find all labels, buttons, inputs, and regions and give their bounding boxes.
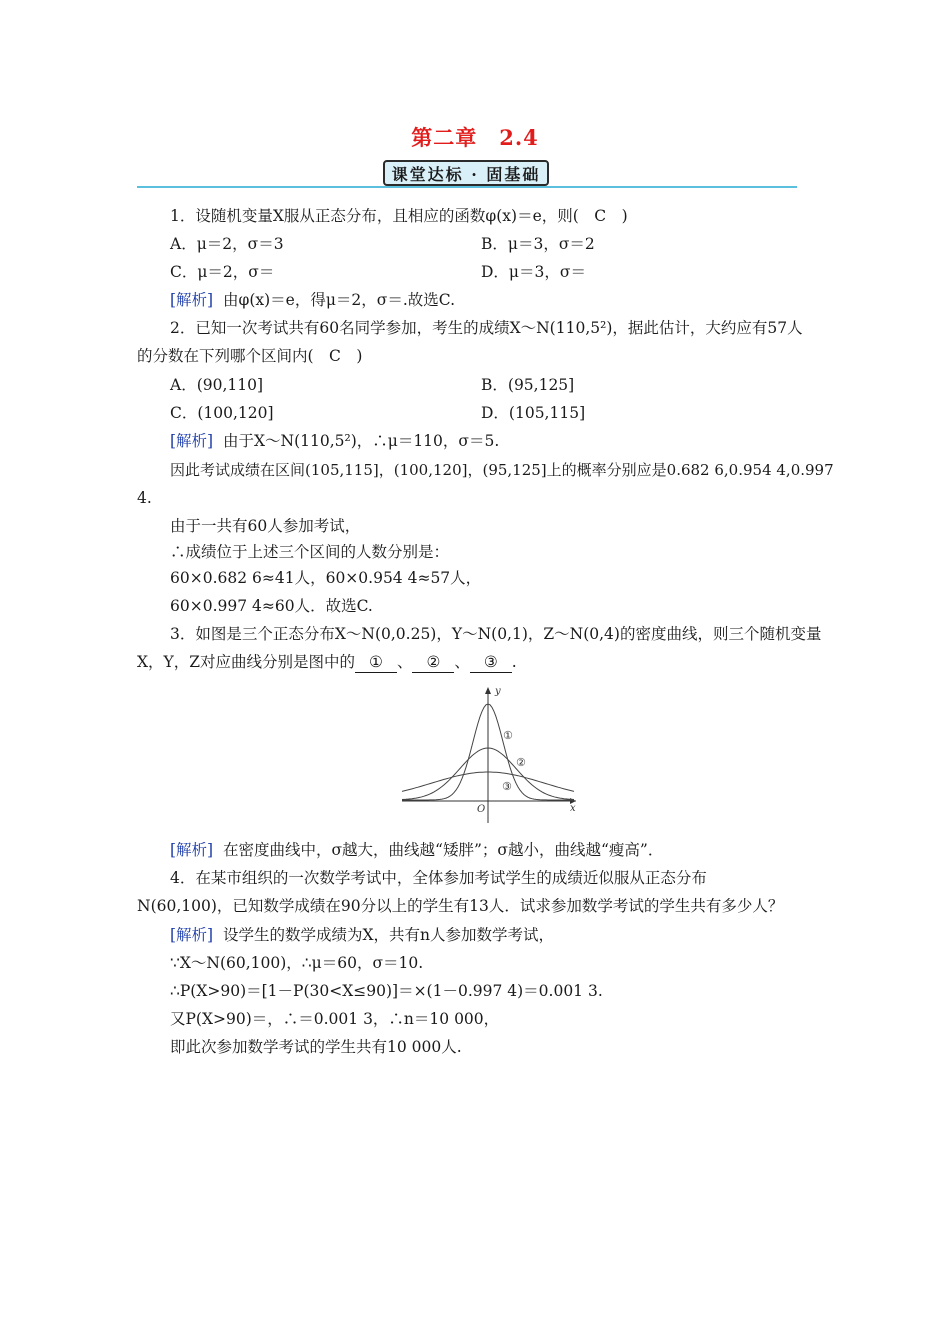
section-banner xyxy=(137,160,797,190)
y-axis-arrow xyxy=(485,687,491,694)
q2-analysis-line: 4. xyxy=(137,489,152,507)
curve-label-2: ② xyxy=(516,756,526,769)
banner-label: 课堂达标 · 固基础 xyxy=(383,160,549,186)
q3-separator: 、 xyxy=(454,653,470,671)
q4-analysis-line: 又P(X>90)＝，∴＝0.001 3，∴n＝10 000， xyxy=(170,1010,500,1028)
q3-analysis-text: 在密度曲线中，σ越大，曲线越“矮胖”；σ越小，曲线越“瘦高”． xyxy=(222,841,664,859)
q3-end: . xyxy=(511,653,517,671)
q3-stem-prefix: X，Y，Z对应曲线分别是图中的 xyxy=(137,653,356,671)
q2-analysis-line: 60×0.997 4≈60人．故选C. xyxy=(170,597,373,615)
q1-analysis-text: 由φ(x)＝e，得μ＝2，σ＝.故选C. xyxy=(222,291,456,309)
normal-density-figure xyxy=(400,683,580,831)
q2-analysis-line: ∴成绩位于上述三个区间的人数分别是： xyxy=(170,543,450,561)
q1-analysis xyxy=(170,290,455,310)
analysis-tag: [解析] xyxy=(170,926,214,944)
analysis-tag: [解析] xyxy=(170,841,214,859)
q2-analysis-line: 60×0.682 6≈41人，60×0.954 4≈57人， xyxy=(170,569,482,587)
page-title: 第二章 2.4 xyxy=(411,125,539,150)
q4-analysis-line: 即此次参加数学考试的学生共有10 000人. xyxy=(170,1038,462,1056)
q2-option-b: B．(95,125] xyxy=(481,376,575,394)
q2-option-a: A．(90,110] xyxy=(170,376,264,394)
q2-analysis-text: 由于X～N(110,5²)，∴μ＝110，σ＝5. xyxy=(222,432,500,450)
curve-label-3: ③ xyxy=(502,780,512,793)
q4-analysis xyxy=(170,925,554,945)
q1-option-a: A．μ＝2，σ＝3 xyxy=(170,235,284,253)
q2-stem-1: 2．已知一次考试共有60名同学参加，考生的成绩X～N(110,5²)，据此估计，大约应有57人 xyxy=(170,319,803,337)
q3-stem-2 xyxy=(137,652,517,673)
q3-blank-3: ③ xyxy=(470,652,512,673)
analysis-tag: [解析] xyxy=(170,432,214,450)
analysis-tag: [解析] xyxy=(170,291,214,309)
q2-option-c: C．(100,120] xyxy=(170,404,274,422)
q3-analysis xyxy=(170,840,663,860)
curve-label-1: ① xyxy=(503,729,513,742)
q2-analysis xyxy=(170,431,499,451)
q4-stem-1: 4．在某市组织的一次数学考试中，全体参加考试学生的成绩近似服从正态分布 xyxy=(170,869,707,887)
q4-analysis-line: ∴P(X>90)＝[1－P(30<X≤90)]＝×(1－0.997 4)＝0.001 3. xyxy=(170,982,603,1000)
q2-analysis-line: 由于一共有60人参加考试， xyxy=(170,517,361,535)
q3-blank-1: ① xyxy=(355,652,397,673)
q4-analysis-line: ∵X～N(60,100)，∴μ＝60，σ＝10. xyxy=(170,954,424,972)
q4-analysis-text: 设学生的数学成绩为X，共有n人参加数学考试， xyxy=(222,926,554,944)
q2-analysis-line: 因此考试成绩在区间(105,115]，(100,120]，(95,125]上的概率分别应是0.682 6,0.954 4,0.997 xyxy=(170,461,834,479)
q1-stem: 1．设随机变量X服从正态分布，且相应的函数φ(x)＝e，则( C ) xyxy=(170,207,628,225)
q2-option-d: D．(105,115] xyxy=(481,404,586,422)
x-axis-label: x xyxy=(570,803,576,814)
q2-stem-2: 的分数在下列哪个区间内( C ) xyxy=(137,347,363,365)
y-axis-label: y xyxy=(495,686,501,697)
origin-label: O xyxy=(477,804,486,815)
q1-option-d: D．μ＝3，σ＝ xyxy=(481,263,586,281)
q4-stem-2: N(60,100)，已知数学成绩在90分以上的学生有13人．试求参加数学考试的学生共有多少人？ xyxy=(137,897,784,915)
q3-stem-1: 3．如图是三个正态分布X～N(0,0.25)，Y～N(0,1)，Z～N(0,4)的密度曲线，则三个随机变量 xyxy=(170,625,822,643)
q1-option-c: C．μ＝2，σ＝ xyxy=(170,263,275,281)
q3-blank-2: ② xyxy=(412,652,454,673)
q1-option-b: B．μ＝3，σ＝2 xyxy=(481,235,595,253)
q3-separator: 、 xyxy=(396,653,413,671)
